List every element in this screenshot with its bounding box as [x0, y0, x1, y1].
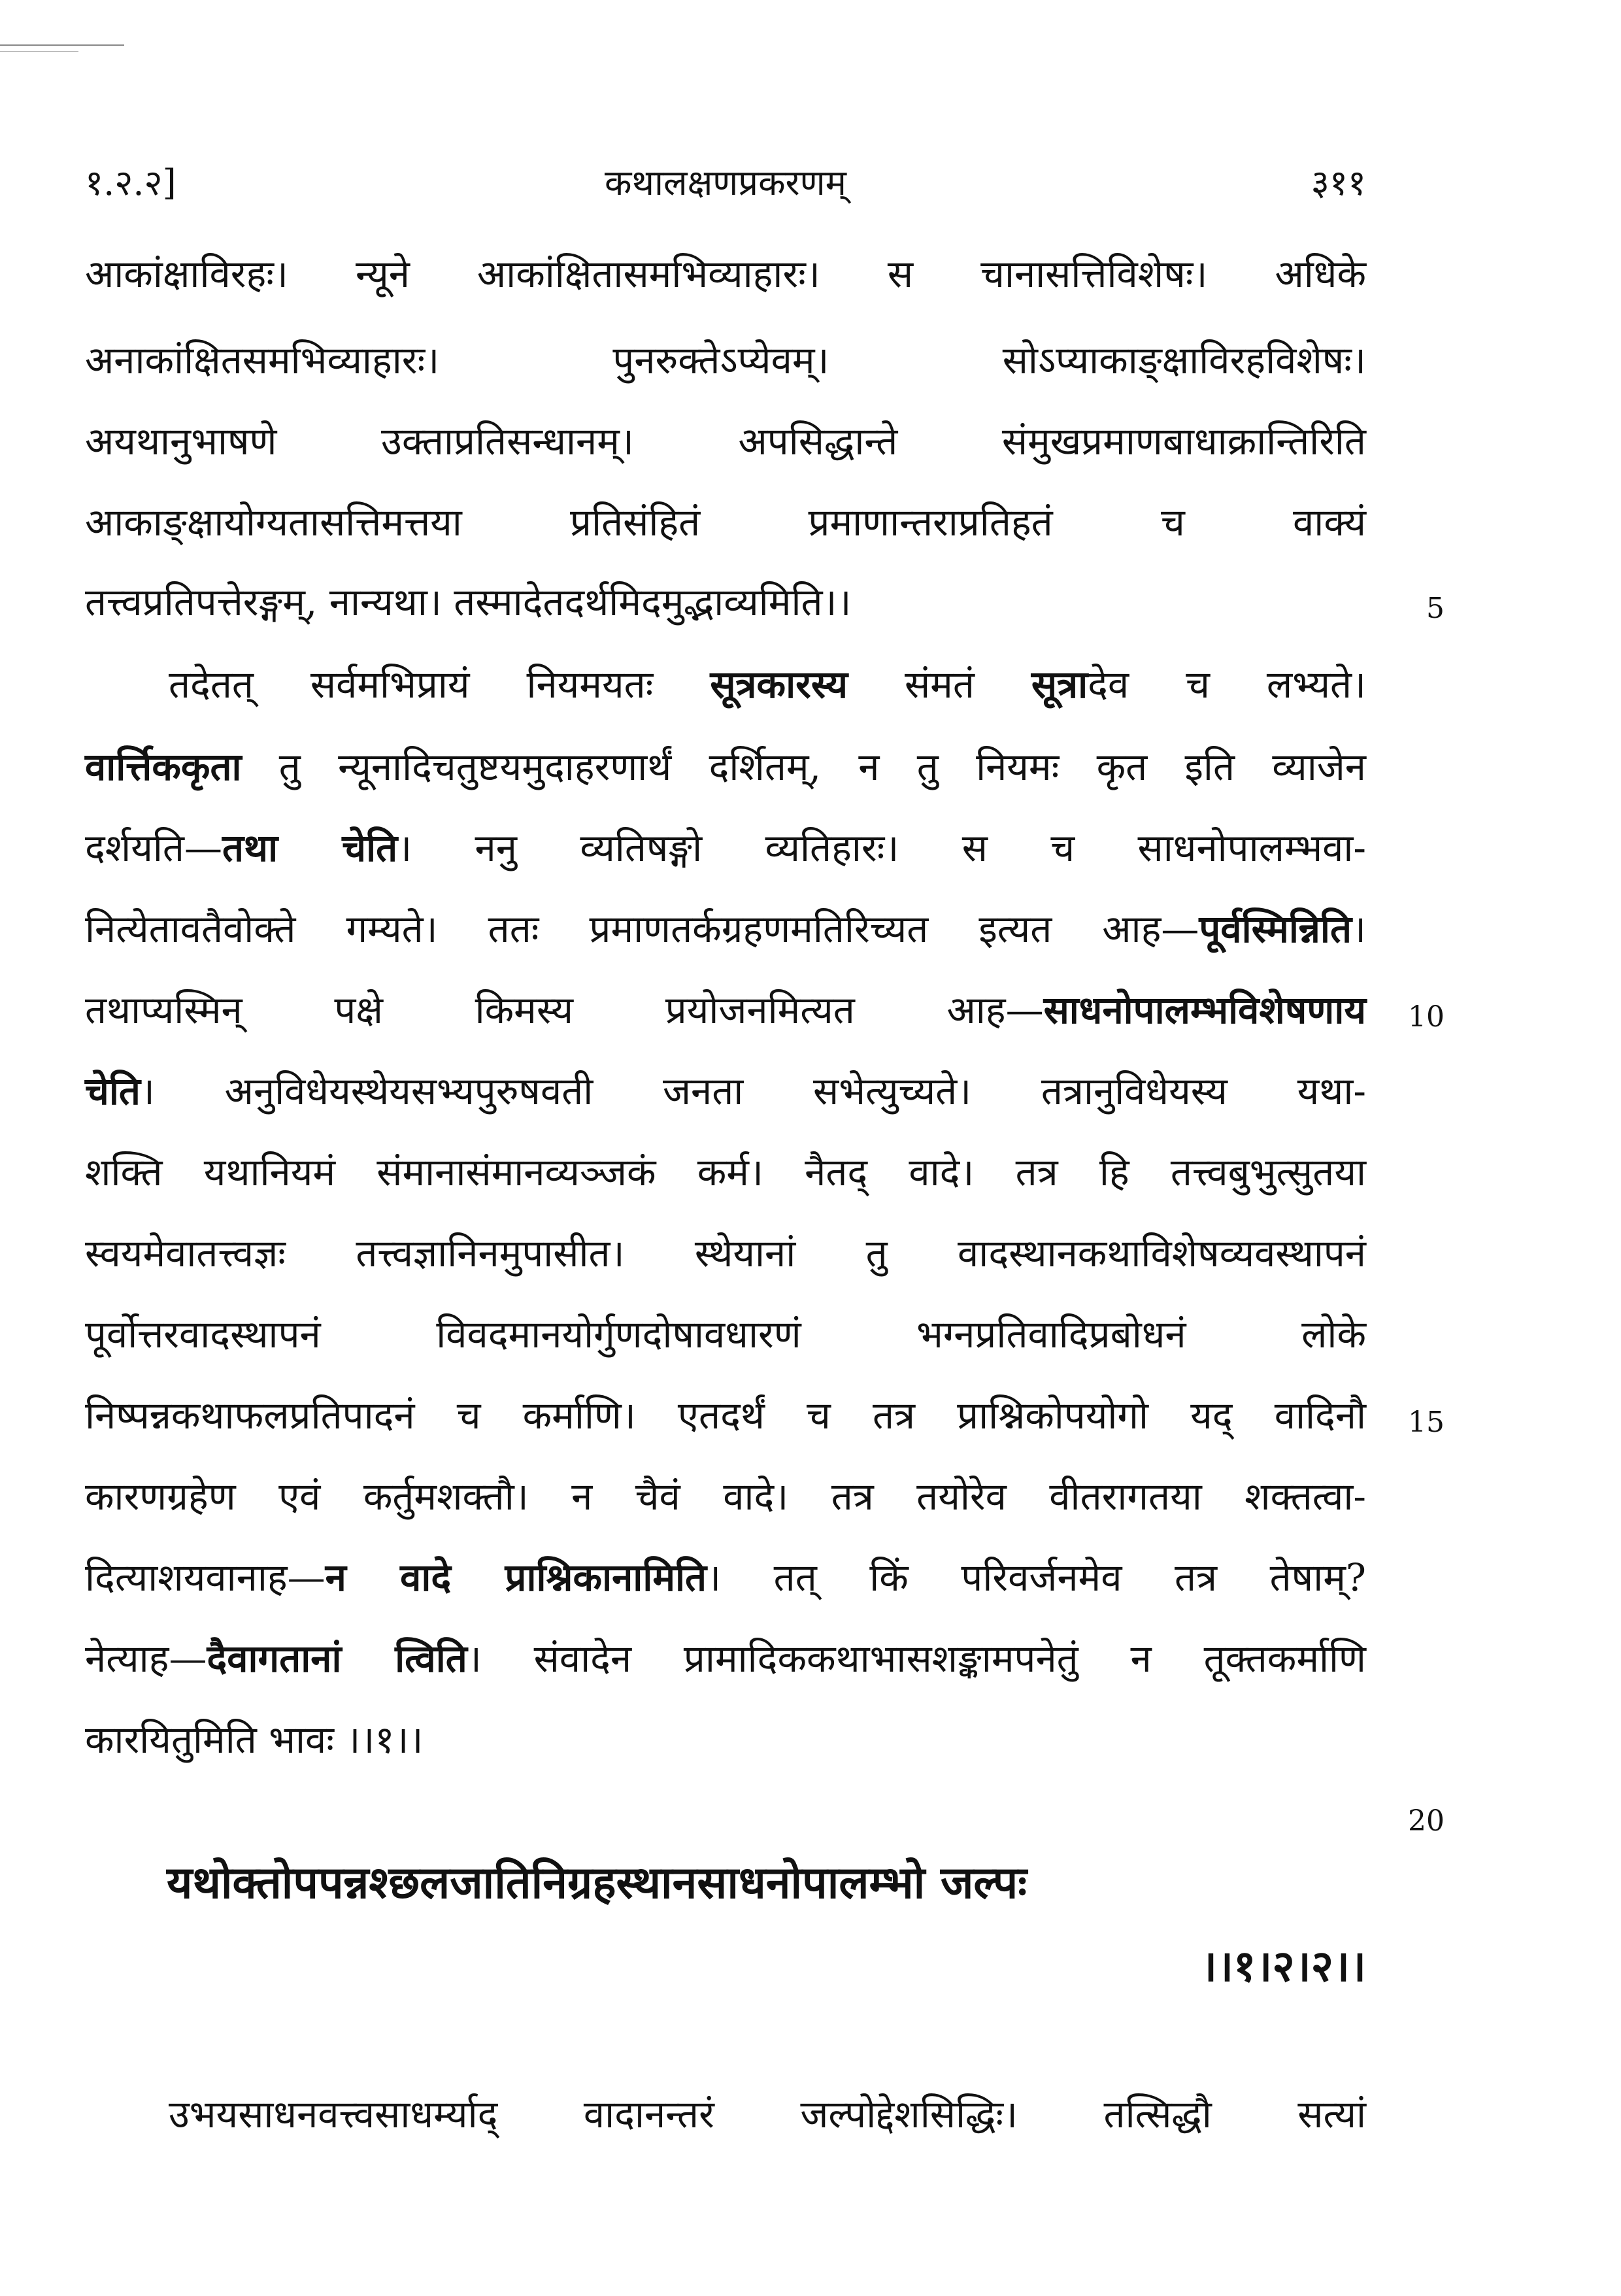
bold-term: सूत्रा: [1031, 662, 1088, 707]
section-reference: १.२.२]: [85, 162, 176, 203]
scan-artifact-line: [0, 51, 78, 52]
running-title: कथालक्षणप्रकरणम्: [605, 162, 846, 203]
bold-term: वार्त्तिककृता: [85, 745, 242, 789]
bold-term: साधनोपालम्भविशेषणाय: [1043, 988, 1366, 1032]
text-line: अयथानुभाषणे उक्ताप्रतिसन्धानम्। अपसिद्धान्ते संमुखप्रमाणबाधाक्रान्तिरिति: [85, 419, 1366, 464]
bold-term: दैवागतानां त्विति: [207, 1636, 467, 1681]
margin-line-number: 15: [1408, 1406, 1445, 1439]
bold-term: पूर्वस्मिन्निति: [1199, 907, 1352, 951]
text-line: वार्त्तिककृता तु न्यूनादिचतुष्टयमुदाहरणार्थं दर्शितम्, न तु नियमः कृत इति व्याजेन: [85, 745, 1366, 789]
bold-term: तथा चेति: [222, 826, 398, 870]
text-line: निष्पन्नकथाफलप्रतिपादनं च कर्माणि। एतदर्थं च तत्र प्राश्निकोपयोगो यद् वादिनौ: [85, 1393, 1366, 1438]
margin-line-number: 10: [1408, 1000, 1445, 1034]
text-line: स्वयमेवातत्त्वज्ञः तत्त्वज्ञानिनमुपासीत। स्थेयानां तु वादस्थानकथाविशेषव्यवस्थापनं: [85, 1231, 1366, 1275]
bold-term: न वादे प्राश्निकानामिति: [325, 1555, 707, 1600]
text-line: नेत्याह—दैवागतानां त्विति। संवादेन प्रामादिककथाभासशङ्कामपनेतुं न तूक्तकर्माणि: [85, 1636, 1366, 1681]
sutra-text: यथोक्तोपपन्नश्छलजातिनिग्रहस्थानसाधनोपालम्भो जल्पः: [167, 1857, 1027, 1909]
text-line: उभयसाधनवत्त्वसाधर्म्याद् वादानन्तरं जल्पोद्देशसिद्धिः। तत्सिद्धौ सत्यां: [169, 2092, 1366, 2136]
margin-line-number: 5: [1426, 592, 1445, 625]
running-header: [85, 157, 1366, 216]
text-line: कारयितुमिति भावः ।।१।।: [85, 1717, 424, 1762]
bold-term: सूत्रकारस्य: [710, 662, 848, 707]
text-line: पूर्वोत्तरवादस्थापनं विवदमानयोर्गुणदोषावधारणं भग्नप्रतिवादिप्रबोधनं लोके: [85, 1312, 1366, 1357]
text-line: नित्येतावतैवोक्ते गम्यते। ततः प्रमाणतर्कग्रहणमतिरिच्यत इत्यत आह—पूर्वस्मिन्निति।: [85, 907, 1366, 951]
text-line: तथाप्यस्मिन् पक्षे किमस्य प्रयोजनमित्यत आह—साधनोपालम्भविशेषणाय: [85, 988, 1366, 1032]
text-line: अनाकांक्षितसमभिव्याहारः। पुनरुक्तेऽप्येवम्। सोऽप्याकाङ्क्षाविरहविशेषः।: [85, 338, 1366, 382]
text-line: दित्याशयवानाह—न वादे प्राश्निकानामिति। तत् किं परिवर्जनमेव तत्र तेषाम्?: [85, 1555, 1366, 1600]
text-line: चेति। अनुविधेयस्थेयसभ्यपुरुषवती जनता सभेत्युच्यते। तत्रानुविधेयस्य यथा-: [85, 1069, 1366, 1113]
text-line: तदेतत् सर्वमभिप्रायं नियमयतः सूत्रकारस्य संमतं सूत्रादेव च लभ्यते।: [169, 662, 1366, 707]
text-line: आकांक्षाविरहः। न्यूने आकांक्षितासमभिव्याहारः। स चानासत्तिविशेषः। अधिके: [85, 252, 1366, 296]
text-line: शक्ति यथानियमं संमानासंमानव्यञ्जकं कर्म। नैतद् वादे। तत्र हि तत्त्वबुभुत्सुतया: [85, 1150, 1366, 1194]
scan-artifact-line: [0, 44, 124, 46]
text-line: आकाङ्क्षायोग्यतासत्तिमत्तया प्रतिसंहितं प्रमाणान्तराप्रतिहतं च वाक्यं: [85, 500, 1366, 545]
sutra-number: ।।१।२।२।।: [1200, 1940, 1366, 1991]
text-line: दर्शयति—तथा चेति। ननु व्यतिषङ्गो व्यतिहारः। स च साधनोपालम्भवा-: [85, 826, 1366, 870]
text-line: तत्त्वप्रतिपत्तेरङ्गम्, नान्यथा। तस्मादेतदर्थमिदमुद्भाव्यमिति।।: [85, 580, 852, 624]
margin-line-number: 20: [1408, 1804, 1445, 1838]
page-number: ३११: [1311, 162, 1366, 203]
bold-term: चेति: [85, 1069, 141, 1113]
text-line: कारणग्रहेण एवं कर्तुमशक्तौ। न चैवं वादे। तत्र तयोरेव वीतरागतया शक्तत्वा-: [85, 1474, 1366, 1519]
